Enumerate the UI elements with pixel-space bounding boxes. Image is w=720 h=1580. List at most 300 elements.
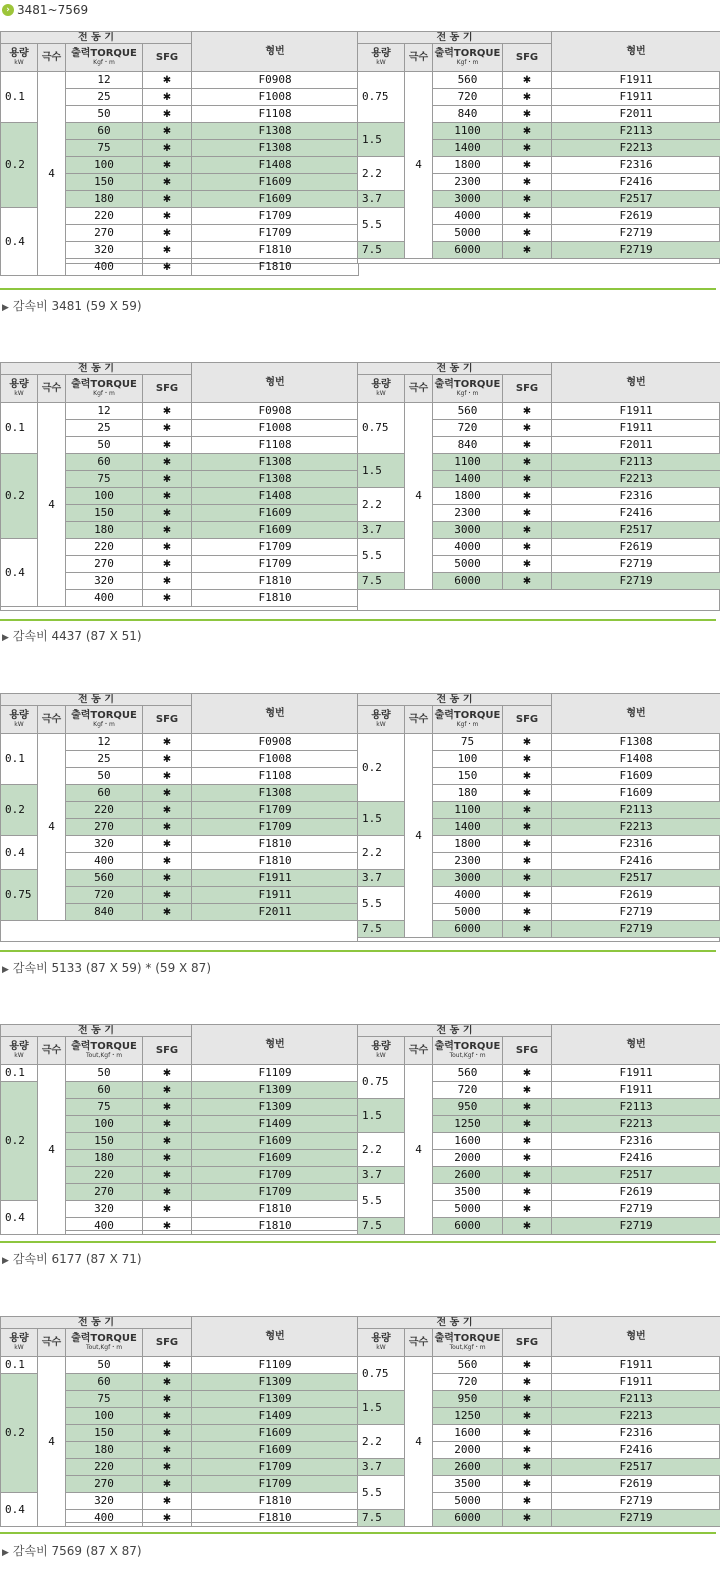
torque-cell: 720 (66, 887, 143, 904)
sfg-star-icon: ✱ (143, 437, 192, 454)
sfg-star-icon: ✱ (503, 785, 552, 802)
poles-cell: 4 (405, 1357, 433, 1527)
capacity-cell: 1.5 (358, 1099, 405, 1133)
torque-cell: 400 (66, 590, 143, 607)
poles-cell: 4 (405, 1065, 433, 1235)
table-row (1, 1357, 359, 1374)
capacity-cell: 0.4 (1, 1493, 38, 1527)
torque-cell: 6000 (433, 573, 503, 590)
sfg-star-icon: ✱ (503, 1425, 552, 1442)
torque-cell: 400 (66, 853, 143, 870)
section-divider (0, 950, 716, 952)
model-cell: F1108 (192, 768, 359, 785)
capacity-header (358, 706, 405, 734)
capacity-header (1, 706, 38, 734)
sfg-star-icon: ✱ (503, 89, 552, 106)
torque-cell: 270 (66, 225, 143, 242)
torque-cell: 100 (66, 157, 143, 174)
capacity-cell: 1.5 (358, 802, 405, 836)
capacity-unit: kW (14, 1052, 24, 1059)
sfg-star-icon: ✱ (143, 853, 192, 870)
torque-label: 출력TORQUE (434, 379, 501, 390)
sfg-star-icon: ✱ (503, 1510, 552, 1527)
capacity-header (358, 44, 405, 72)
sfg-header: SFG (503, 44, 552, 72)
torque-cell: 25 (66, 420, 143, 437)
poles-header: 극수 (405, 1037, 433, 1065)
capacity-label: 용량 (371, 379, 391, 390)
capacity-cell: 0.1 (1, 1065, 38, 1082)
torque-cell: 75 (66, 1391, 143, 1408)
torque-cell: 50 (66, 1357, 143, 1374)
model-cell: F1609 (192, 1425, 359, 1442)
sfg-star-icon: ✱ (503, 505, 552, 522)
sfg-star-icon: ✱ (503, 1391, 552, 1408)
sfg-star-icon: ✱ (143, 106, 192, 123)
torque-header (66, 706, 143, 734)
model-cell: F1008 (192, 420, 359, 437)
table-row (358, 1065, 720, 1082)
capacity-cell: 3.7 (358, 1459, 405, 1476)
capacity-cell: 2.2 (358, 157, 405, 191)
model-cell: F2416 (552, 1442, 720, 1459)
sfg-star-icon: ✱ (503, 225, 552, 242)
torque-header (66, 1329, 143, 1357)
sfg-star-icon: ✱ (143, 1150, 192, 1167)
torque-header (433, 1329, 503, 1357)
sfg-star-icon: ✱ (143, 242, 192, 259)
sfg-star-icon: ✱ (503, 106, 552, 123)
torque-unit: Tout,Kgf・m (85, 1344, 123, 1351)
torque-cell: 6000 (433, 921, 503, 938)
torque-cell: 1100 (433, 802, 503, 819)
sfg-star-icon: ✱ (143, 556, 192, 573)
capacity-cell: 5.5 (358, 1184, 405, 1218)
sfg-star-icon: ✱ (503, 522, 552, 539)
model-cell: F1810 (192, 1218, 359, 1235)
torque-cell: 320 (66, 242, 143, 259)
model-cell: F2719 (552, 556, 720, 573)
sfg-star-icon: ✱ (503, 887, 552, 904)
model-cell: F1609 (192, 1133, 359, 1150)
torque-header (433, 1037, 503, 1065)
model-cell: F1911 (552, 1374, 720, 1391)
torque-header (433, 375, 503, 403)
sfg-star-icon: ✱ (143, 1065, 192, 1082)
model-cell: F1709 (192, 225, 359, 242)
torque-header (433, 44, 503, 72)
spec-table-left (0, 1316, 359, 1527)
sfg-header: SFG (503, 1037, 552, 1065)
torque-cell: 50 (66, 437, 143, 454)
sfg-star-icon: ✱ (143, 123, 192, 140)
sfg-star-icon: ✱ (503, 1184, 552, 1201)
torque-cell: 1250 (433, 1116, 503, 1133)
capacity-cell: 0.75 (358, 1357, 405, 1391)
torque-label: 출력TORQUE (434, 1041, 501, 1052)
sfg-star-icon: ✱ (503, 1167, 552, 1184)
sfg-star-icon: ✱ (503, 1442, 552, 1459)
sfg-star-icon: ✱ (503, 1459, 552, 1476)
torque-cell: 1100 (433, 454, 503, 471)
sfg-star-icon: ✱ (143, 1408, 192, 1425)
capacity-cell: 2.2 (358, 836, 405, 870)
ratio-caption-text: 감속비 5133 (87 X 59) * (59 X 87) (12, 961, 211, 975)
sfg-star-icon: ✱ (503, 921, 552, 938)
sfg-star-icon: ✱ (503, 853, 552, 870)
torque-cell: 150 (66, 1133, 143, 1150)
torque-cell: 720 (433, 1082, 503, 1099)
sfg-star-icon: ✱ (503, 403, 552, 420)
torque-cell: 320 (66, 573, 143, 590)
model-cell: F1609 (192, 174, 359, 191)
capacity-cell: 2.2 (358, 488, 405, 522)
sfg-star-icon: ✱ (143, 1442, 192, 1459)
sfg-star-icon: ✱ (503, 1082, 552, 1099)
torque-cell: 5000 (433, 904, 503, 921)
torque-cell: 1600 (433, 1425, 503, 1442)
model-cell: F1409 (192, 1116, 359, 1133)
capacity-cell: 0.2 (1, 1374, 38, 1493)
torque-cell: 270 (66, 1476, 143, 1493)
torque-cell: 60 (66, 454, 143, 471)
sfg-star-icon: ✱ (503, 573, 552, 590)
sfg-star-icon: ✱ (503, 1374, 552, 1391)
model-cell: F1709 (192, 1459, 359, 1476)
capacity-cell: 0.1 (1, 734, 38, 785)
model-header: 형번 (552, 1025, 720, 1065)
torque-label: 출력TORQUE (71, 48, 137, 59)
model-cell: F2416 (552, 1150, 720, 1167)
capacity-cell: 0.2 (1, 123, 38, 208)
capacity-label: 용량 (9, 710, 29, 721)
torque-cell: 560 (433, 1357, 503, 1374)
torque-label: 출력TORQUE (71, 379, 137, 390)
sfg-star-icon: ✱ (503, 72, 552, 89)
sfg-header: SFG (143, 1329, 192, 1357)
torque-cell: 2000 (433, 1150, 503, 1167)
torque-cell: 4000 (433, 208, 503, 225)
capacity-label: 용량 (371, 1041, 391, 1052)
motor-group-header: 전 동 기 (1, 694, 192, 706)
model-header: 형번 (192, 363, 359, 403)
sfg-star-icon: ✱ (503, 870, 552, 887)
torque-cell: 270 (66, 1184, 143, 1201)
sfg-star-icon: ✱ (143, 887, 192, 904)
spec-table-left (0, 693, 359, 921)
sfg-star-icon: ✱ (503, 140, 552, 157)
torque-cell: 150 (66, 174, 143, 191)
sfg-star-icon: ✱ (143, 1476, 192, 1493)
motor-group-header: 전 동 기 (358, 1317, 552, 1329)
poles-cell: 4 (38, 1065, 66, 1235)
capacity-unit: kW (376, 1344, 386, 1351)
torque-cell: 840 (433, 437, 503, 454)
sfg-star-icon: ✱ (503, 420, 552, 437)
capacity-cell: 2.2 (358, 1425, 405, 1459)
model-cell: F2517 (552, 191, 720, 208)
model-cell: F2517 (552, 522, 720, 539)
model-cell: F1008 (192, 89, 359, 106)
capacity-label: 용량 (9, 1333, 29, 1344)
spec-table-right (357, 362, 720, 590)
poles-cell: 4 (38, 1357, 66, 1527)
motor-group-header: 전 동 기 (358, 1025, 552, 1037)
model-cell: F1308 (192, 140, 359, 157)
capacity-cell: 1.5 (358, 1391, 405, 1425)
sfg-star-icon: ✱ (143, 225, 192, 242)
model-cell: F1911 (192, 870, 359, 887)
spec-table-left (0, 1024, 359, 1235)
capacity-cell: 7.5 (358, 573, 405, 590)
poles-header: 극수 (38, 44, 66, 72)
torque-cell: 1100 (433, 123, 503, 140)
sfg-star-icon: ✱ (143, 259, 192, 276)
torque-cell: 400 (66, 1510, 143, 1527)
torque-cell: 3500 (433, 1476, 503, 1493)
capacity-cell: 0.2 (1, 785, 38, 836)
capacity-unit: kW (376, 59, 386, 66)
capacity-unit: kW (14, 721, 24, 728)
model-cell: F2011 (192, 904, 359, 921)
torque-cell: 5000 (433, 225, 503, 242)
torque-cell: 220 (66, 208, 143, 225)
motor-group-header: 전 동 기 (1, 1317, 192, 1329)
model-cell: F1911 (552, 89, 720, 106)
poles-cell: 4 (38, 734, 66, 921)
sfg-star-icon: ✱ (503, 556, 552, 573)
torque-cell: 2300 (433, 505, 503, 522)
model-cell: F1709 (192, 1167, 359, 1184)
sfg-star-icon: ✱ (143, 1391, 192, 1408)
capacity-cell: 5.5 (358, 887, 405, 921)
sfg-star-icon: ✱ (503, 768, 552, 785)
sfg-star-icon: ✱ (503, 454, 552, 471)
capacity-cell: 7.5 (358, 1510, 405, 1527)
model-cell: F1709 (192, 208, 359, 225)
model-cell: F1810 (192, 1201, 359, 1218)
motor-group-header: 전 동 기 (1, 32, 192, 44)
model-cell: F1911 (552, 420, 720, 437)
ratio-caption (2, 1251, 142, 1267)
torque-unit: Kgf・m (456, 59, 479, 66)
torque-cell: 75 (433, 734, 503, 751)
sfg-star-icon: ✱ (143, 1201, 192, 1218)
model-cell: F1408 (192, 488, 359, 505)
capacity-cell: 0.75 (1, 870, 38, 921)
model-header: 형번 (192, 1317, 359, 1357)
sfg-star-icon: ✱ (503, 437, 552, 454)
table-row (1, 403, 359, 420)
torque-cell: 840 (66, 904, 143, 921)
sfg-star-icon: ✱ (143, 89, 192, 106)
torque-unit: Kgf・m (93, 721, 115, 728)
sfg-star-icon: ✱ (503, 819, 552, 836)
sfg-star-icon: ✱ (503, 1116, 552, 1133)
spec-table-left (0, 31, 359, 276)
model-cell: F1709 (192, 1476, 359, 1493)
capacity-cell: 0.1 (1, 1357, 38, 1374)
poles-cell: 4 (38, 403, 66, 607)
sfg-star-icon: ✱ (143, 768, 192, 785)
torque-cell: 180 (66, 1150, 143, 1167)
capacity-cell: 0.1 (1, 72, 38, 123)
model-cell: F1810 (192, 836, 359, 853)
model-cell: F1108 (192, 106, 359, 123)
sfg-star-icon: ✱ (143, 1116, 192, 1133)
torque-cell: 25 (66, 751, 143, 768)
model-cell: F1609 (552, 768, 720, 785)
capacity-cell: 1.5 (358, 123, 405, 157)
torque-cell: 5000 (433, 556, 503, 573)
sfg-star-icon: ✱ (143, 1510, 192, 1527)
sfg-star-icon: ✱ (143, 734, 192, 751)
model-header: 형번 (552, 694, 720, 734)
torque-cell: 25 (66, 89, 143, 106)
torque-cell: 100 (433, 751, 503, 768)
torque-cell: 50 (66, 106, 143, 123)
capacity-cell: 5.5 (358, 1476, 405, 1510)
torque-cell: 150 (433, 768, 503, 785)
torque-cell: 150 (66, 1425, 143, 1442)
torque-cell: 100 (66, 1116, 143, 1133)
model-cell: F1911 (552, 72, 720, 89)
capacity-cell: 7.5 (358, 1218, 405, 1235)
model-cell: F1308 (192, 454, 359, 471)
section-divider (0, 1241, 716, 1243)
model-header: 형번 (192, 1025, 359, 1065)
sfg-header: SFG (503, 375, 552, 403)
table-row (1, 1065, 359, 1082)
model-cell: F1409 (192, 1408, 359, 1425)
torque-cell: 220 (66, 539, 143, 556)
capacity-cell: 0.4 (1, 1201, 38, 1235)
model-cell: F2416 (552, 174, 720, 191)
torque-cell: 560 (66, 870, 143, 887)
section-divider (0, 1532, 716, 1534)
table-row (1, 734, 359, 751)
triangle-right-icon: ▶ (2, 303, 9, 313)
capacity-label: 용량 (9, 1041, 29, 1052)
torque-cell: 100 (66, 488, 143, 505)
sfg-star-icon: ✱ (143, 1357, 192, 1374)
sfg-star-icon: ✱ (503, 1357, 552, 1374)
model-cell: F2619 (552, 887, 720, 904)
capacity-unit: kW (14, 390, 24, 397)
capacity-cell: 1.5 (358, 454, 405, 488)
capacity-header (1, 1329, 38, 1357)
spec-table-right (357, 693, 720, 938)
capacity-cell: 0.75 (358, 1065, 405, 1099)
motor-group-header: 전 동 기 (1, 1025, 192, 1037)
torque-cell: 60 (66, 1082, 143, 1099)
torque-unit: Kgf・m (93, 390, 115, 397)
ratio-caption-text: 감속비 7569 (87 X 87) (12, 1544, 142, 1558)
model-cell: F2316 (552, 1425, 720, 1442)
torque-cell: 400 (66, 1218, 143, 1235)
capacity-label: 용량 (371, 710, 391, 721)
model-cell: F2113 (552, 1099, 720, 1116)
table-row (358, 403, 720, 420)
torque-cell: 320 (66, 836, 143, 853)
model-cell: F0908 (192, 403, 359, 420)
model-cell: F1108 (192, 437, 359, 454)
sfg-star-icon: ✱ (503, 904, 552, 921)
model-cell: F2517 (552, 1167, 720, 1184)
poles-cell: 4 (38, 72, 66, 276)
sfg-star-icon: ✱ (143, 1218, 192, 1235)
model-cell: F2213 (552, 819, 720, 836)
capacity-cell: 0.75 (358, 72, 405, 123)
sfg-star-icon: ✱ (143, 1099, 192, 1116)
torque-cell: 1400 (433, 140, 503, 157)
torque-cell: 560 (433, 403, 503, 420)
torque-cell: 720 (433, 1374, 503, 1391)
capacity-cell: 0.4 (1, 539, 38, 607)
poles-header: 극수 (405, 706, 433, 734)
sfg-header: SFG (143, 375, 192, 403)
capacity-header (1, 375, 38, 403)
model-header: 형번 (552, 1317, 720, 1357)
sfg-star-icon: ✱ (503, 242, 552, 259)
triangle-right-icon: ▶ (2, 1256, 9, 1266)
torque-cell: 1800 (433, 157, 503, 174)
torque-header (66, 375, 143, 403)
sfg-star-icon: ✱ (503, 751, 552, 768)
torque-header (66, 44, 143, 72)
poles-header: 극수 (405, 44, 433, 72)
capacity-unit: kW (376, 390, 386, 397)
sfg-star-icon: ✱ (503, 1408, 552, 1425)
model-cell: F2316 (552, 488, 720, 505)
model-cell: F1810 (192, 259, 359, 276)
model-cell: F1609 (192, 522, 359, 539)
triangle-right-icon: ▶ (2, 1548, 9, 1558)
torque-cell: 320 (66, 1201, 143, 1218)
torque-cell: 560 (433, 72, 503, 89)
torque-unit: Kgf・m (456, 390, 479, 397)
torque-unit: Kgf・m (93, 59, 115, 66)
model-cell: F2719 (552, 1510, 720, 1527)
sfg-star-icon: ✱ (503, 1218, 552, 1235)
motor-group-header: 전 동 기 (1, 363, 192, 375)
torque-cell: 1800 (433, 836, 503, 853)
sfg-star-icon: ✱ (503, 191, 552, 208)
poles-cell: 4 (405, 734, 433, 938)
model-cell: F1609 (192, 191, 359, 208)
torque-cell: 3500 (433, 1184, 503, 1201)
model-cell: F2213 (552, 471, 720, 488)
sfg-star-icon: ✱ (503, 208, 552, 225)
model-cell: F1911 (552, 1065, 720, 1082)
sfg-star-icon: ✱ (143, 1493, 192, 1510)
section-divider (0, 619, 716, 621)
capacity-label: 용량 (9, 48, 29, 59)
model-cell: F2113 (552, 123, 720, 140)
torque-cell: 5000 (433, 1493, 503, 1510)
model-cell: F1709 (192, 539, 359, 556)
model-cell: F1609 (552, 785, 720, 802)
sfg-star-icon: ✱ (143, 539, 192, 556)
model-cell: F1308 (192, 785, 359, 802)
model-cell: F1309 (192, 1099, 359, 1116)
motor-group-header: 전 동 기 (358, 363, 552, 375)
model-cell: F2213 (552, 1116, 720, 1133)
model-cell: F1810 (192, 1493, 359, 1510)
sfg-star-icon: ✱ (503, 471, 552, 488)
sfg-header: SFG (503, 1329, 552, 1357)
torque-cell: 1400 (433, 471, 503, 488)
